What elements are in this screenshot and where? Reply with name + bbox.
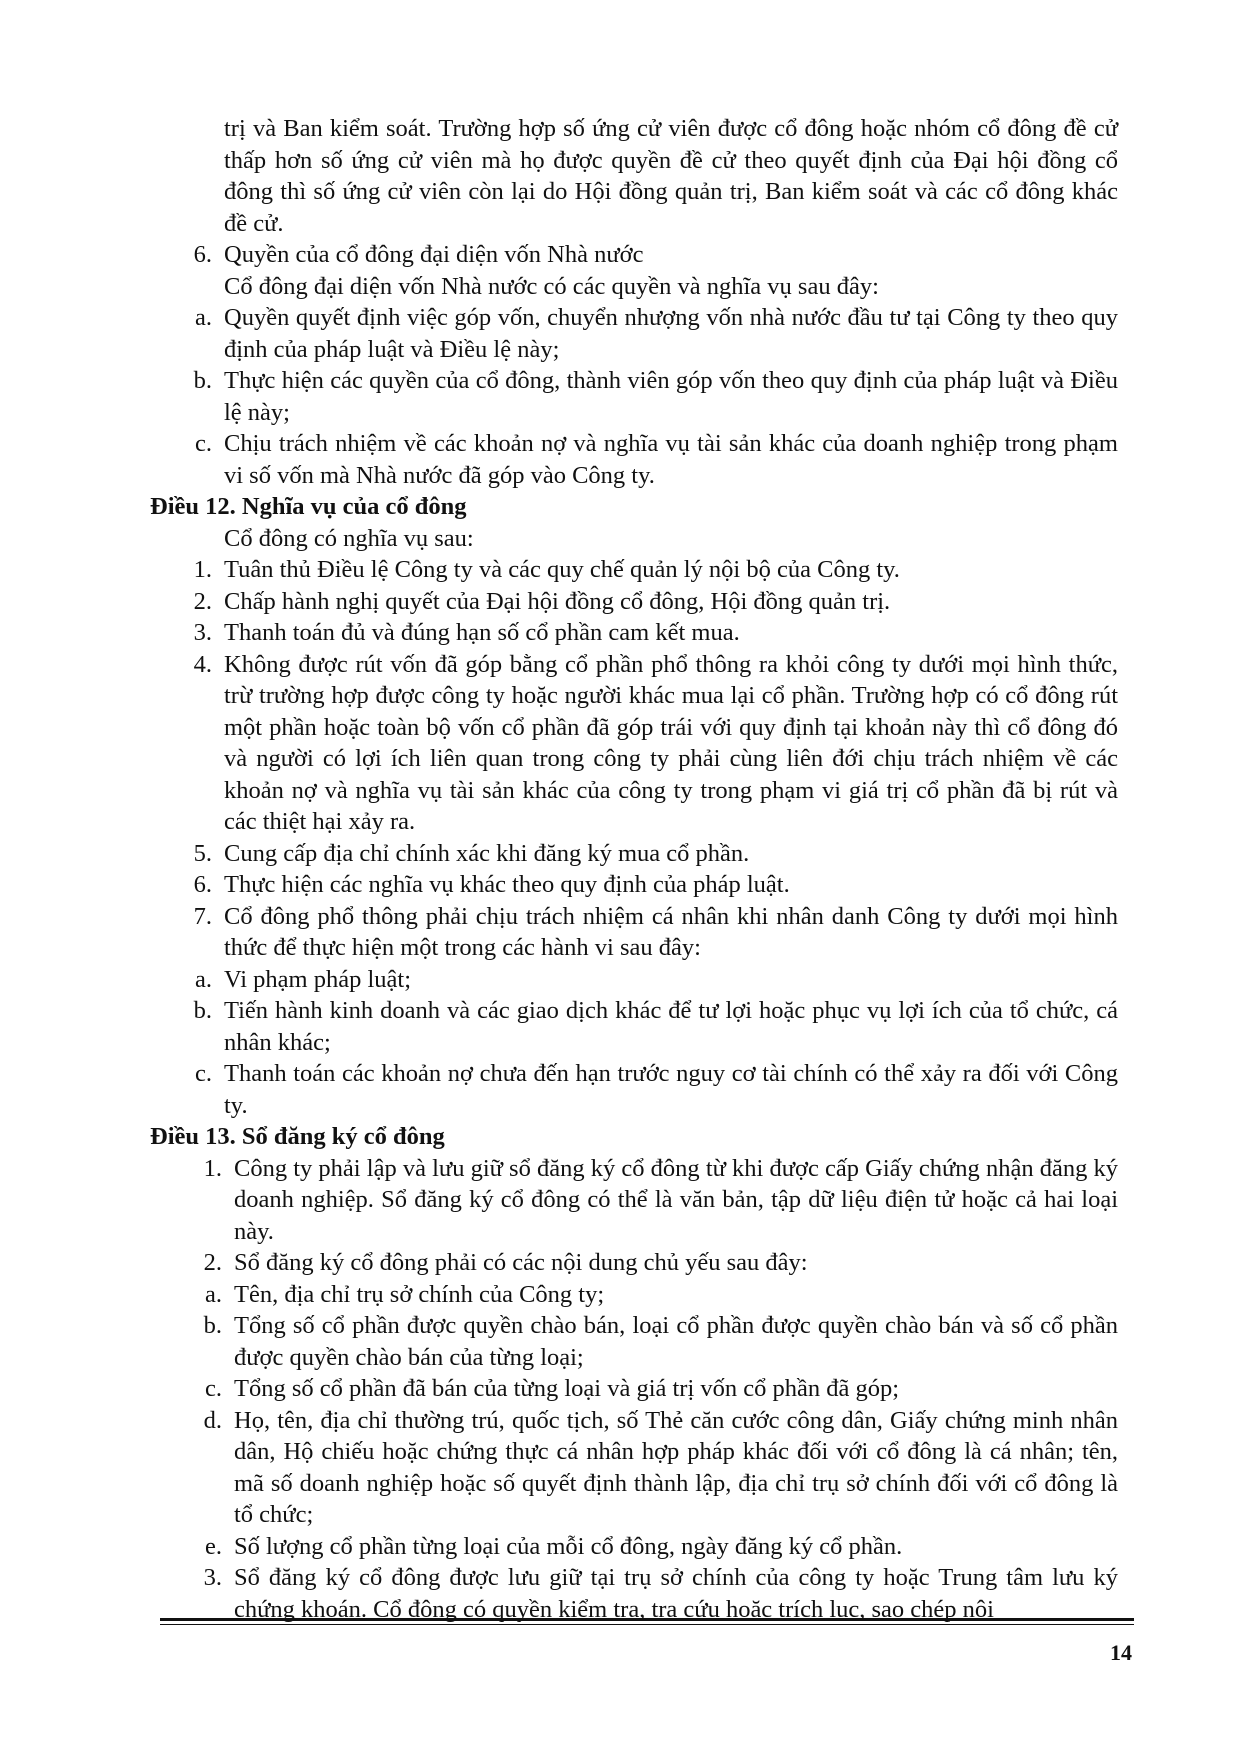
list-item-text: Tổng số cổ phần đã bán của từng loại và giá trị vốn cổ phần đã góp; xyxy=(234,1375,900,1402)
list-item-text: Chấp hành nghị quyết của Đại hội đồng cổ đông, Hội đồng quản trị. xyxy=(224,587,891,615)
list-item xyxy=(150,1058,1118,1121)
list-item-text: Họ, tên, địa chỉ thường trú, quốc tịch, số Thẻ căn cước công dân, Giấy chứng minh nhân dân, Hộ chiếu hoặc chứng thực cá nhân hợp pháp khác đối với cổ đông là cá nhân; tên, mã số doanh nghiệp hoặc số quyết định thành lập, địa chỉ trụ sở chính đối với cổ đông là tổ chức; xyxy=(234,1406,1118,1528)
list-item-text: Tổng số cổ phần được quyền chào bán, loại cổ phần được quyền chào bán và số cổ phần được quyền chào bán của từng loại; xyxy=(234,1312,1118,1371)
list-item xyxy=(150,1562,1118,1625)
list-item xyxy=(150,1531,1118,1563)
list-item-text: Sổ đăng ký cổ đông phải có các nội dung chủ yếu sau đây: xyxy=(234,1249,808,1276)
article-12-heading: Điều 12. Nghĩa vụ của cổ đông xyxy=(150,493,467,520)
sub-item xyxy=(150,302,1118,365)
sub-item xyxy=(150,428,1118,491)
list-item-number: a. xyxy=(195,965,212,993)
list-item-text: Thanh toán đủ và đúng hạn số cổ phần cam kết mua. xyxy=(224,619,740,646)
article-13-heading: Điều 13. Sổ đăng ký cổ đông xyxy=(150,1123,445,1150)
list-item xyxy=(150,964,1118,996)
list-item xyxy=(150,995,1118,1058)
sub-item-text: Quyền quyết định việc góp vốn, chuyển nhượng vốn nhà nước đầu tư tại Công ty theo quy định của pháp luật và Điều lệ này; xyxy=(224,304,1118,363)
list-item-text: Sổ đăng ký cổ đông được lưu giữ tại trụ sở chính của công ty hoặc Trung tâm lưu ký chứng khoán. Cổ đông có quyền kiểm tra, tra cứu hoặc trích lục, sao chép nội xyxy=(234,1564,1118,1623)
sub-item-text: Thực hiện các quyền của cổ đông, thành viên góp vốn theo quy định của pháp luật và Điều lệ này; xyxy=(224,367,1118,426)
list-item-number: c. xyxy=(195,1060,212,1087)
list-item xyxy=(150,838,1118,870)
article-12-intro: Cổ đông có nghĩa vụ sau: xyxy=(224,524,474,552)
list-item-number: a. xyxy=(205,1280,222,1308)
clause-intro: Cổ đông đại diện vốn Nhà nước có các quyền và nghĩa vụ sau đây: xyxy=(224,272,879,300)
sub-item-letter: b. xyxy=(193,367,212,394)
list-item-number: 1. xyxy=(193,556,212,583)
list-item-number: 3. xyxy=(203,1564,222,1591)
list-item-number: 2. xyxy=(203,1249,222,1276)
list-item-number: d. xyxy=(203,1406,222,1434)
list-item-number: 5. xyxy=(193,839,212,867)
list-item-text: Công ty phải lập và lưu giữ sổ đăng ký cổ đông từ khi được cấp Giấy chứng nhận đăng ký doanh nghiệp. Sổ đăng ký cổ đông có thể là văn bản, tập dữ liệu điện tử hoặc cả hai loại này. xyxy=(234,1154,1118,1245)
list-item-text: Tên, địa chỉ trụ sở chính của Công ty; xyxy=(234,1280,605,1308)
sub-item-letter: c. xyxy=(195,430,212,457)
list-item-number: e. xyxy=(205,1532,222,1560)
list-item xyxy=(150,554,1118,586)
list-item-text: Thực hiện các nghĩa vụ khác theo quy định của pháp luật. xyxy=(224,871,790,898)
sub-item-text: Chịu trách nhiệm về các khoản nợ và nghĩa vụ tài sản khác của doanh nghiệp trong phạm vi số vốn mà Nhà nước đã góp vào Công ty. xyxy=(224,430,1118,489)
list-item-number: 7. xyxy=(193,902,212,930)
footer-divider-thin xyxy=(160,1624,1134,1625)
list-item-text: Không được rút vốn đã góp bằng cổ phần phổ thông ra khỏi công ty dưới mọi hình thức, trừ trường hợp được công ty hoặc người khác mua lại cổ phần. Trường hợp có cổ đông rút một phần hoặc toàn bộ vốn cổ phần đã góp trái với quy định tại khoản này thì cổ đông đó và người có lợi ích liên quan trong công ty phải cùng liên đới chịu trách nhiệm về các khoản nợ và nghĩa vụ tài sản khác của công ty trong phạm vi giá trị cổ phần đã bị rút và các thiệt hại xảy ra. xyxy=(224,650,1118,835)
list-item-number: 4. xyxy=(193,650,212,678)
clause-number: 6. xyxy=(193,241,212,268)
list-item-number: 3. xyxy=(193,619,212,646)
list-item-number: 2. xyxy=(193,587,212,615)
list-item-number: c. xyxy=(205,1375,222,1402)
list-item xyxy=(150,869,1118,901)
list-item xyxy=(150,1279,1118,1311)
list-item-text: Cung cấp địa chỉ chính xác khi đăng ký mua cổ phần. xyxy=(224,839,750,867)
sub-item xyxy=(150,365,1118,428)
list-item xyxy=(150,901,1118,964)
list-item-number: 1. xyxy=(203,1154,222,1182)
document-body xyxy=(150,113,1118,1625)
list-item-text: Cổ đông phổ thông phải chịu trách nhiệm cá nhân khi nhân danh Công ty dưới mọi hình thức để thực hiện một trong các hành vi sau đây: xyxy=(224,902,1118,961)
list-item-text: Tuân thủ Điều lệ Công ty và các quy chế quản lý nội bộ của Công ty. xyxy=(224,556,900,583)
sub-item-letter: a. xyxy=(195,304,212,331)
list-item xyxy=(150,617,1118,649)
continuation-paragraph: trị và Ban kiểm soát. Trường hợp số ứng cử viên được cổ đông hoặc nhóm cổ đông đề cử thấp hơn số ứng cử viên mà họ được quyền đề cử theo quyết định của Đại hội đồng cổ đông thì số ứng cử viên còn lại do Hội đồng quản trị, Ban kiểm soát và các cổ đông khác đề cử. xyxy=(224,115,1118,237)
footer-divider xyxy=(160,1618,1134,1621)
page-number: 14 xyxy=(1110,1640,1132,1665)
list-item xyxy=(150,1405,1118,1531)
list-item xyxy=(150,1153,1118,1248)
list-item-text: Thanh toán các khoản nợ chưa đến hạn trước nguy cơ tài chính có thể xảy ra đối với Công ty. xyxy=(224,1060,1118,1119)
list-item xyxy=(150,586,1118,618)
clause-title: Quyền của cổ đông đại diện vốn Nhà nước xyxy=(224,241,644,268)
list-item-number: b. xyxy=(203,1312,222,1339)
list-item-number: b. xyxy=(193,997,212,1024)
list-item xyxy=(150,1247,1118,1279)
list-item xyxy=(150,1373,1118,1405)
clause-item xyxy=(150,239,1118,271)
list-item-text: Số lượng cổ phần từng loại của mỗi cổ đông, ngày đăng ký cổ phần. xyxy=(234,1532,903,1560)
list-item-number: 6. xyxy=(193,871,212,898)
list-item xyxy=(150,649,1118,838)
list-item-text: Vi phạm pháp luật; xyxy=(224,965,412,993)
list-item-text: Tiến hành kinh doanh và các giao dịch khác để tư lợi hoặc phục vụ lợi ích của tổ chức, cá nhân khác; xyxy=(224,997,1118,1056)
list-item xyxy=(150,1310,1118,1373)
